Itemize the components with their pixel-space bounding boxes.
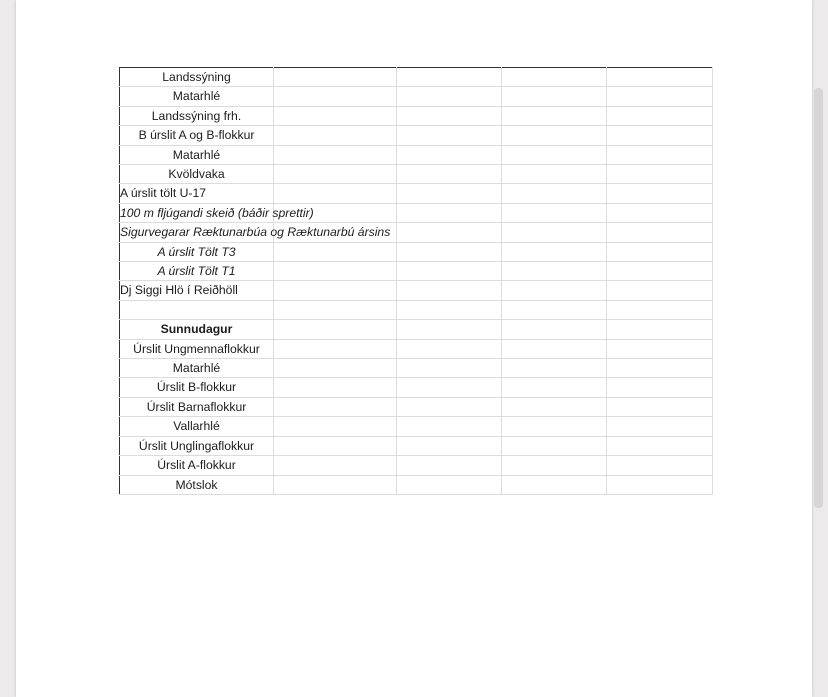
empty-cell[interactable]: [502, 378, 607, 397]
empty-cell[interactable]: [502, 203, 607, 222]
empty-cell[interactable]: [274, 320, 397, 339]
empty-cell[interactable]: [397, 68, 502, 87]
empty-cell[interactable]: [274, 281, 397, 300]
schedule-table-body: [120, 68, 713, 495]
schedule-item-text: Matarhlé: [172, 89, 221, 104]
empty-cell[interactable]: [502, 475, 607, 494]
schedule-item-text: Landssýning frh.: [151, 108, 242, 123]
empty-cell[interactable]: [397, 300, 502, 319]
schedule-cell[interactable]: [120, 339, 274, 358]
empty-cell[interactable]: [274, 242, 397, 261]
empty-cell[interactable]: [274, 87, 397, 106]
empty-cell[interactable]: [274, 436, 397, 455]
empty-cell[interactable]: [502, 106, 607, 125]
empty-cell[interactable]: [607, 126, 713, 145]
empty-cell[interactable]: [397, 262, 502, 281]
schedule-cell[interactable]: [120, 397, 274, 416]
empty-cell[interactable]: [274, 397, 397, 416]
empty-cell[interactable]: [502, 242, 607, 261]
schedule-cell[interactable]: [120, 320, 274, 339]
schedule-cell[interactable]: [120, 223, 391, 242]
table-row: [120, 397, 713, 416]
schedule-item-text: Úrslit Ungmennaflokkur: [133, 341, 260, 356]
empty-cell[interactable]: [607, 242, 713, 261]
empty-cell[interactable]: [502, 184, 607, 203]
schedule-item-text: A úrslit Tölt T1: [157, 264, 236, 279]
empty-cell[interactable]: [274, 165, 397, 184]
empty-cell[interactable]: [607, 145, 713, 164]
schedule-cell[interactable]: [120, 417, 274, 436]
empty-cell[interactable]: [397, 145, 502, 164]
table-row: [120, 87, 713, 106]
schedule-item-text: Sunnudagur: [160, 322, 233, 337]
empty-cell[interactable]: [502, 87, 607, 106]
empty-cell[interactable]: [607, 456, 713, 475]
schedule-cell[interactable]: [120, 378, 274, 397]
table-row: [120, 281, 713, 300]
empty-cell[interactable]: [607, 68, 713, 87]
empty-cell[interactable]: [502, 262, 607, 281]
table-row: [120, 300, 713, 319]
schedule-item-text: Matarhlé: [172, 361, 221, 376]
empty-cell[interactable]: [274, 106, 397, 125]
schedule-cell[interactable]: [120, 68, 274, 87]
empty-cell[interactable]: [397, 436, 502, 455]
empty-cell[interactable]: [274, 417, 397, 436]
empty-cell[interactable]: [274, 359, 397, 378]
empty-cell[interactable]: [274, 126, 397, 145]
table-row: [120, 203, 713, 222]
empty-cell[interactable]: [607, 184, 713, 203]
schedule-cell[interactable]: [120, 87, 274, 106]
schedule-item-text: A úrslit tölt U-17: [120, 186, 207, 201]
schedule-cell[interactable]: [120, 262, 274, 281]
schedule-item-text: Vallarhlé: [173, 419, 220, 434]
empty-cell[interactable]: [397, 126, 502, 145]
empty-cell[interactable]: [397, 281, 502, 300]
empty-cell[interactable]: [502, 223, 607, 242]
table-row: [120, 475, 713, 494]
schedule-cell[interactable]: [120, 184, 274, 203]
empty-cell[interactable]: [502, 281, 607, 300]
empty-cell[interactable]: [607, 359, 713, 378]
schedule-cell[interactable]: [120, 281, 274, 300]
schedule-cell[interactable]: [120, 106, 274, 125]
empty-cell[interactable]: [502, 145, 607, 164]
empty-cell[interactable]: [274, 262, 397, 281]
empty-cell[interactable]: [274, 300, 397, 319]
table-row: [120, 320, 713, 339]
table-row: [120, 456, 713, 475]
empty-cell[interactable]: [607, 281, 713, 300]
empty-cell[interactable]: [397, 87, 502, 106]
table-row: [120, 126, 713, 145]
table-row: [120, 242, 713, 261]
empty-cell[interactable]: [607, 417, 713, 436]
schedule-item-text: 100 m fljúgandi skeið (báðir sprettir): [120, 205, 314, 220]
schedule-cell[interactable]: [120, 242, 274, 261]
empty-cell[interactable]: [397, 106, 502, 125]
schedule-item-text: Úrslit Unglingaflokkur: [138, 438, 255, 453]
schedule-item-text: Kvöldvaka: [168, 167, 225, 182]
empty-cell[interactable]: [502, 300, 607, 319]
schedule-item-text: Úrslit Barnaflokkur: [146, 399, 247, 414]
empty-cell[interactable]: [502, 320, 607, 339]
empty-cell[interactable]: [274, 145, 397, 164]
empty-cell[interactable]: [607, 436, 713, 455]
schedule-cell[interactable]: [120, 475, 274, 494]
empty-cell[interactable]: [607, 300, 713, 319]
empty-cell[interactable]: [397, 223, 502, 242]
schedule-item-text: Úrslit B-flokkur: [156, 380, 237, 395]
empty-cell[interactable]: [502, 359, 607, 378]
empty-cell[interactable]: [397, 359, 502, 378]
table-row: [120, 165, 713, 184]
empty-cell[interactable]: [397, 203, 502, 222]
schedule-cell[interactable]: [120, 300, 274, 319]
empty-cell[interactable]: [397, 475, 502, 494]
empty-cell[interactable]: [274, 184, 397, 203]
table-row: [120, 262, 713, 281]
schedule-cell[interactable]: [120, 203, 314, 222]
empty-cell[interactable]: [607, 339, 713, 358]
empty-cell[interactable]: [397, 184, 502, 203]
table-row: [120, 223, 713, 242]
table-row: [120, 68, 713, 87]
empty-cell[interactable]: [607, 378, 713, 397]
empty-cell[interactable]: [397, 165, 502, 184]
schedule-cell[interactable]: [120, 126, 274, 145]
empty-cell[interactable]: [397, 456, 502, 475]
table-row: [120, 145, 713, 164]
table-row: [120, 184, 713, 203]
empty-cell[interactable]: [502, 165, 607, 184]
empty-cell[interactable]: [607, 165, 713, 184]
empty-cell[interactable]: [502, 68, 607, 87]
schedule-cell[interactable]: [120, 145, 274, 164]
schedule-item-text: Sigurvegarar Ræktunarbúa og Ræktunarbú ársins: [120, 225, 391, 240]
schedule-cell[interactable]: [120, 436, 274, 455]
empty-cell[interactable]: [274, 378, 397, 397]
empty-cell[interactable]: [397, 339, 502, 358]
schedule-table: [119, 67, 713, 495]
empty-cell[interactable]: [502, 126, 607, 145]
table-row: [120, 339, 713, 358]
empty-cell[interactable]: [607, 87, 713, 106]
schedule-item-text: Matarhlé: [172, 147, 221, 162]
table-row: [120, 417, 713, 436]
table-row: [120, 436, 713, 455]
schedule-item-text: B úrslit A og B-flokkur: [138, 128, 255, 143]
empty-cell[interactable]: [607, 262, 713, 281]
schedule-item-text: Landssýning: [162, 70, 231, 84]
scrollbar[interactable]: [814, 88, 823, 508]
empty-cell[interactable]: [397, 397, 502, 416]
empty-cell[interactable]: [397, 320, 502, 339]
empty-cell[interactable]: [397, 378, 502, 397]
table-row: [120, 378, 713, 397]
empty-cell[interactable]: [607, 203, 713, 222]
empty-cell[interactable]: [397, 417, 502, 436]
empty-cell[interactable]: [274, 68, 397, 87]
table-row: [120, 106, 713, 125]
schedule-item-text: Úrslit A-flokkur: [157, 458, 236, 473]
empty-cell[interactable]: [607, 397, 713, 416]
empty-cell[interactable]: [274, 475, 397, 494]
schedule-item-text: Dj Siggi Hlö í Reiðhöll: [120, 283, 238, 298]
schedule-cell[interactable]: [120, 456, 274, 475]
empty-cell[interactable]: [502, 397, 607, 416]
empty-cell[interactable]: [274, 456, 397, 475]
empty-cell[interactable]: [397, 242, 502, 261]
schedule-item-text: Mótslok: [175, 477, 218, 492]
schedule-cell[interactable]: [120, 359, 274, 378]
empty-cell[interactable]: [502, 417, 607, 436]
schedule-item-text: A úrslit Tölt T3: [157, 244, 236, 259]
schedule-cell[interactable]: [120, 165, 274, 184]
empty-cell[interactable]: [607, 223, 713, 242]
empty-cell[interactable]: [607, 320, 713, 339]
empty-cell[interactable]: [502, 456, 607, 475]
empty-cell[interactable]: [607, 475, 713, 494]
empty-cell[interactable]: [274, 339, 397, 358]
empty-cell[interactable]: [502, 339, 607, 358]
empty-cell[interactable]: [607, 106, 713, 125]
table-row: [120, 359, 713, 378]
empty-cell[interactable]: [502, 436, 607, 455]
